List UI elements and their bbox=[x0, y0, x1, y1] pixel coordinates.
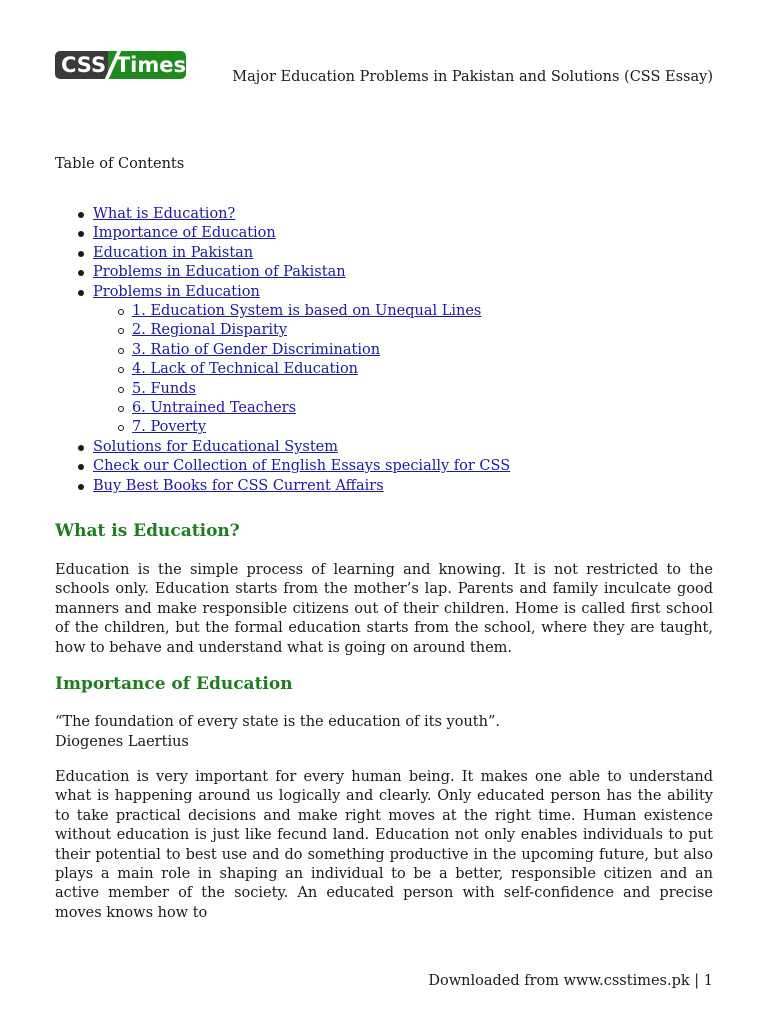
paragraph-importance-of-education: Education is very important for every human being. It makes one able to understand what is happening around us logically and clearly. Only educated person has the ability to take practical decisions and make right moves at the right time. Human existence without education is just like fecund land. Education not only enables individuals to put their potential to best use and do something productive in the upcoming future, but also plays a main role in shaping an individual to be a better, responsible citizen and an active member of the society. An educated person with self-confidence and precise moves knows how to bbox=[55, 769, 713, 921]
logo-times-text: Times bbox=[108, 51, 186, 79]
toc-item bbox=[55, 457, 510, 476]
toc-link-problems-in-education[interactable]: Problems in Education bbox=[93, 283, 260, 300]
toc-link-education-in-pakistan[interactable]: Education in Pakistan bbox=[93, 244, 254, 261]
toc-link-funds[interactable]: 5. Funds bbox=[132, 380, 196, 397]
heading-importance-of-education: Importance of Education bbox=[55, 674, 293, 694]
toc-subitem bbox=[55, 360, 510, 379]
toc-link-importance-of-education[interactable]: Importance of Education bbox=[93, 225, 276, 242]
toc-item bbox=[55, 438, 510, 457]
toc-item bbox=[55, 263, 510, 282]
toc-link-regional-disparity[interactable]: 2. Regional Disparity bbox=[132, 322, 288, 339]
page-footer: Downloaded from www.csstimes.pk | 1 bbox=[428, 973, 713, 989]
toc-link-problems-in-education-of-pakistan[interactable]: Problems in Education of Pakistan bbox=[93, 264, 346, 281]
quote-author: Diogenes Laertius bbox=[55, 734, 189, 750]
heading-what-is-education: What is Education? bbox=[55, 521, 240, 541]
toc-link-buy-books[interactable]: Buy Best Books for CSS Current Affairs bbox=[93, 477, 384, 494]
table-of-contents bbox=[55, 205, 510, 496]
toc-link-poverty[interactable]: 7. Poverty bbox=[132, 419, 207, 436]
toc-subitem bbox=[55, 418, 510, 437]
toc-item bbox=[55, 283, 510, 302]
document-title: Major Education Problems in Pakistan and Solutions (CSS Essay) bbox=[232, 69, 713, 85]
toc-link-what-is-education[interactable]: What is Education? bbox=[93, 206, 236, 222]
toc-link-gender-discrimination[interactable]: 3. Ratio of Gender Discrimination bbox=[132, 341, 381, 358]
paragraph-what-is-education: Education is the simple process of learning and knowing. It is not restricted to the schools only. Education starts from the mother’s lap. Parents and family inculcate good manners and make responsible citizens out of their children. Home is called first school of the children, but the formal education starts from the school, where they are taught, how to behave and understand what is going on around them. bbox=[55, 562, 713, 656]
toc-link-untrained-teachers[interactable]: 6. Untrained Teachers bbox=[132, 400, 297, 417]
toc-subitem bbox=[55, 341, 510, 360]
toc-link-unequal-lines[interactable]: 1. Education System is based on Unequal Lines bbox=[132, 303, 482, 320]
toc-item bbox=[55, 224, 510, 243]
toc-subitem bbox=[55, 302, 510, 321]
csstimes-logo bbox=[55, 51, 186, 79]
toc-subitem bbox=[55, 321, 510, 340]
quote-text: “The foundation of every state is the education of its youth”. bbox=[55, 714, 500, 730]
toc-item bbox=[55, 477, 510, 496]
toc-item bbox=[55, 205, 510, 224]
toc-link-technical-education[interactable]: 4. Lack of Technical Education bbox=[132, 361, 359, 378]
toc-title: Table of Contents bbox=[55, 156, 185, 172]
toc-link-english-essays[interactable]: Check our Collection of English Essays specially for CSS bbox=[93, 458, 511, 475]
toc-link-solutions[interactable]: Solutions for Educational System bbox=[93, 438, 338, 455]
toc-subitem bbox=[55, 399, 510, 418]
logo-css-text: CSS bbox=[55, 51, 108, 79]
toc-item bbox=[55, 244, 510, 263]
toc-subitem bbox=[55, 380, 510, 399]
